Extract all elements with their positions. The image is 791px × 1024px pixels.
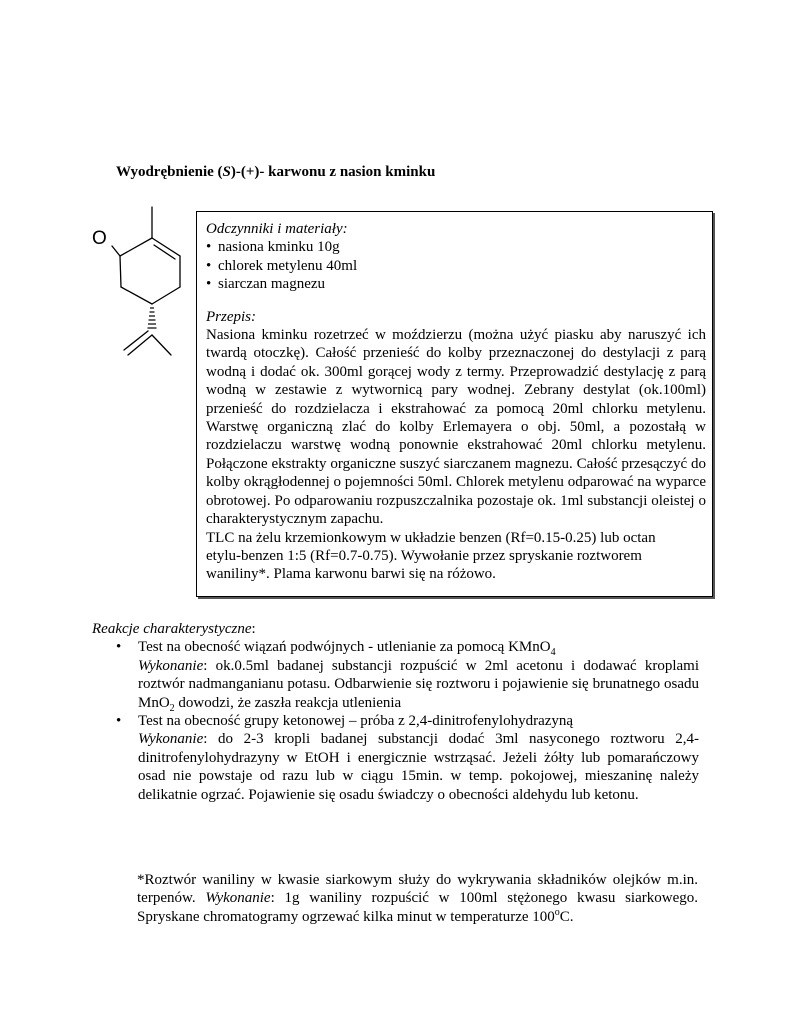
material-text: chlorek metylenu 40ml <box>218 257 358 274</box>
footnote <box>137 871 698 926</box>
title-rest: )-(+)- karwonu z nasion kminku <box>230 164 436 180</box>
reaction-procedure <box>138 730 699 804</box>
bond-c1-o <box>112 246 120 256</box>
procedure-label: Wykonanie <box>205 890 271 907</box>
bond-c4-c5 <box>152 287 180 304</box>
tlc-line: TLC na żelu krzemionkowym w układzie benzen (Rf=0.15-0.25) lub octan <box>206 529 656 546</box>
procedure-text: : ok.0.5ml badanej substancji rozpuścić w 2ml acetonu i dodawać kroplami roztwór nadmanganianu potasu. Odbarwienie się roztworu i pojawienie się brunatnego osadu MnO <box>138 657 699 711</box>
reactions-list <box>92 638 699 804</box>
title-stereo-descriptor: S <box>222 164 231 180</box>
bullet: • <box>116 639 122 656</box>
reactions-heading <box>92 620 699 638</box>
material-text: nasiona kminku 10g <box>218 239 340 256</box>
reaction-title: Test na obecność grupy ketonowej – próba z 2,4-dinitrofenylohydrazyną <box>138 713 574 730</box>
procedure-heading: Przepis: <box>206 308 256 325</box>
tlc-line: waniliny*. Plama karwonu barwi się na różowo. <box>206 566 496 583</box>
bond-isopropenyl-methyl <box>152 335 171 355</box>
oxygen-label: O <box>92 228 107 249</box>
bullet: • <box>116 713 122 730</box>
reactions-heading-text: Reakcje charakterystyczne <box>92 621 252 637</box>
bond-c2-c3-inner <box>154 245 175 259</box>
procedure-label: Wykonanie <box>138 731 204 748</box>
bond-c6-c1 <box>120 256 121 287</box>
procedure-label: Wykonanie <box>138 657 204 674</box>
bond-c5-c6 <box>121 287 152 304</box>
reaction-procedure <box>138 657 699 712</box>
reaction-title <box>138 638 699 659</box>
bullet: • <box>206 239 212 256</box>
title-prefix: Wyodrębnienie ( <box>116 164 223 180</box>
materials-list-item <box>206 238 706 256</box>
subscript: 4 <box>550 647 556 659</box>
materials-list <box>206 238 706 293</box>
procedure-text: : do 2-3 kropli badanej substancji dodać 3ml nasyconego roztworu 2,4-dinitrofenylohydrazyny w EtOH i energicznie wstrząsać. Jeżeli żółty lub pomarańczowy osad nie powstaje od razu lub w ciągu 15min. w temp. pokojowej, mieszaninę należy delikatnie ogrzać. Pojawienie się osadu świadczy o obecności aldehydu lub ketonu. <box>138 731 699 803</box>
subscript: 2 <box>169 702 175 714</box>
characteristic-reactions <box>92 620 699 804</box>
procedure-text: Nasiona kminku rozetrzeć w moździerzu (można użyć piasku aby naruszyć ich twardą otoczkę). Całość przenieść do kolby przeznaczonej do destylacji z parą wodną i dodać ok. 300ml gorącej wody z termy. Przeprowadzić destylację z parą wodną w zestawie z wytwornicą pary wodnej. Zebrany destylat (ok.100ml) przenieść do rozdzielacza i ekstrahować za pomocą 20ml chlorku metylenu. Warstwę organiczną zlać do kolby Erlemayera o obj. 50ml, a pozostałą w rozdzielaczu warstwę wodną ponownie ekstrahować 20ml chlorku metylenu. Połączone ekstrakty organiczne suszyć siarczanem magnezu. Całość przesączyć do kolby okrągłodennej o pojemności 50ml. Chlorek metylenu odparować na wyparce obrotowej. Po odparowaniu rozpuszczalnika pozostaje ok. 1ml substancji oleistej o charakterystycznym zapachu. <box>206 327 706 528</box>
reaction-item <box>92 712 699 804</box>
reaction-title-text: Test na obecność wiązań podwójnych - utlenianie za pomocą KMnO <box>138 639 551 656</box>
footnote-unit: C. <box>559 908 574 925</box>
bullet: • <box>206 257 212 274</box>
tlc-line: etylu-benzen 1:5 (Rf=0.7-0.75). Wywołanie przez spryskanie roztworem <box>206 547 642 564</box>
bullet: • <box>206 276 212 293</box>
materials-list-item <box>206 275 706 293</box>
carvone-structure <box>88 200 188 370</box>
materials-procedure-box <box>196 211 713 597</box>
bond-c1-c2 <box>120 238 152 256</box>
materials-heading: Odczynniki i materiały: <box>206 221 348 237</box>
reaction-item <box>92 638 699 712</box>
hashed-wedge-bond <box>148 308 157 328</box>
page-title <box>116 163 716 181</box>
footnote-text-cont: : 1g waniliny rozpuścić w 100ml stężonego kwasu siarkowego. Spryskane chromatogramy ogrzewać kilka minut w temperaturze 100 <box>137 890 698 925</box>
procedure-text-end: dowodzi, że zaszła reakcja utlenienia <box>174 694 402 711</box>
footnote-text: *Roztwór waniliny w kwasie siarkowym służy do wykrywania składników olejków m.in. terpenów. <box>137 872 698 907</box>
superscript: o <box>554 906 560 918</box>
materials-list-item <box>206 257 706 275</box>
reactions-heading-colon: : <box>251 621 256 637</box>
material-text: siarczan magnezu <box>218 276 326 293</box>
